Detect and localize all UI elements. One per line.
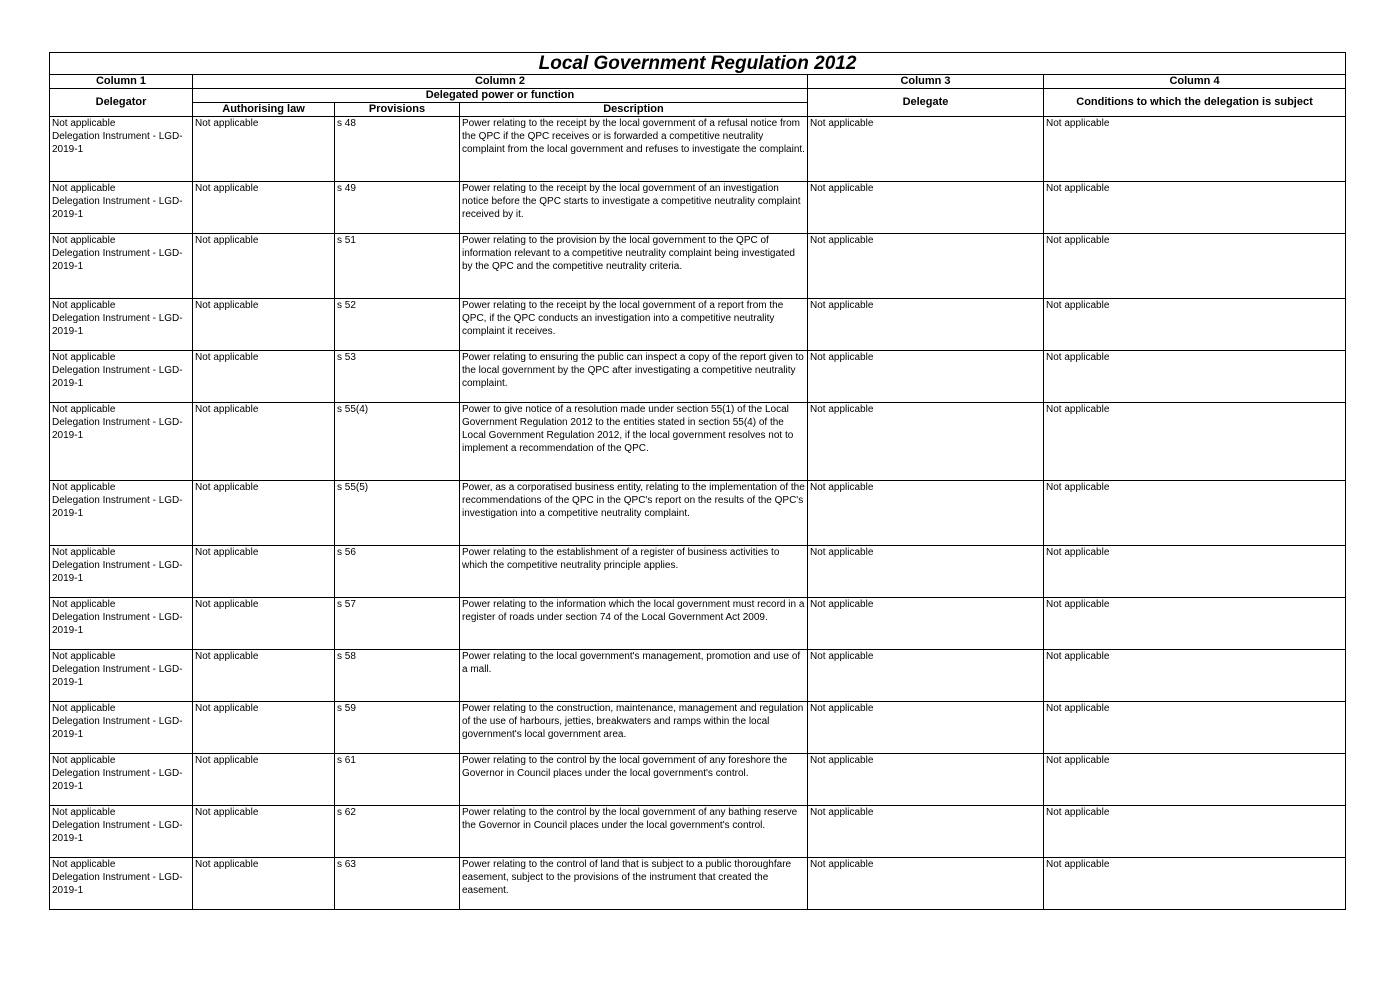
delegator-cell: Not applicable Delegation Instrument - LGD- 2019-1 [50, 598, 193, 650]
conditions-cell: Not applicable [1044, 481, 1346, 546]
provision-cell: s 49 [335, 182, 460, 234]
delegated-power-header: Delegated power or function [193, 89, 808, 103]
conditions-cell: Not applicable [1044, 806, 1346, 858]
delegate-header: Delegate [808, 89, 1044, 117]
column-4-header: Column 4 [1044, 75, 1346, 89]
authorising-law-header: Authorising law [193, 103, 335, 117]
delegator-cell: Not applicable Delegation Instrument - LGD- 2019-1 [50, 546, 193, 598]
authorising-law-cell: Not applicable [193, 234, 335, 299]
description-cell: Power relating to the control of land that is subject to a public thoroughfare easement, subject to the provisions of the instrument that created the easement. [460, 858, 808, 910]
delegator-cell: Not applicable Delegation Instrument - LGD- 2019-1 [50, 351, 193, 403]
table-row [50, 650, 1346, 702]
delegator-cell: Not applicable Delegation Instrument - LGD- 2019-1 [50, 754, 193, 806]
delegate-cell: Not applicable [808, 858, 1044, 910]
table-row [50, 403, 1346, 481]
authorising-law-cell: Not applicable [193, 598, 335, 650]
delegate-cell: Not applicable [808, 598, 1044, 650]
delegator-cell: Not applicable Delegation Instrument - LGD- 2019-1 [50, 481, 193, 546]
delegate-cell: Not applicable [808, 403, 1044, 481]
delegator-cell: Not applicable Delegation Instrument - LGD- 2019-1 [50, 806, 193, 858]
delegator-cell: Not applicable Delegation Instrument - LGD- 2019-1 [50, 182, 193, 234]
authorising-law-cell: Not applicable [193, 351, 335, 403]
delegator-cell: Not applicable Delegation Instrument - LGD- 2019-1 [50, 858, 193, 910]
authorising-law-cell: Not applicable [193, 182, 335, 234]
provision-cell: s 63 [335, 858, 460, 910]
authorising-law-cell: Not applicable [193, 117, 335, 182]
provision-cell: s 55(5) [335, 481, 460, 546]
delegate-cell: Not applicable [808, 351, 1044, 403]
conditions-header: Conditions to which the delegation is subject [1044, 89, 1346, 117]
conditions-cell: Not applicable [1044, 117, 1346, 182]
delegator-cell: Not applicable Delegation Instrument - LGD- 2019-1 [50, 117, 193, 182]
authorising-law-cell: Not applicable [193, 481, 335, 546]
description-cell: Power relating to the receipt by the local government of a report from the QPC, if the QPC conducts an investigation into a competitive neutrality complaint it receives. [460, 299, 808, 351]
provision-cell: s 55(4) [335, 403, 460, 481]
conditions-cell: Not applicable [1044, 299, 1346, 351]
table-row [50, 858, 1346, 910]
conditions-cell: Not applicable [1044, 650, 1346, 702]
table-row [50, 182, 1346, 234]
description-cell: Power relating to the control by the local government of any bathing reserve the Governor in Council places under the local government's control. [460, 806, 808, 858]
authorising-law-cell: Not applicable [193, 546, 335, 598]
description-cell: Power relating to the control by the local government of any foreshore the Governor in Council places under the local government's control. [460, 754, 808, 806]
table-row [50, 234, 1346, 299]
conditions-cell: Not applicable [1044, 546, 1346, 598]
page-title: Local Government Regulation 2012 [50, 53, 1346, 75]
conditions-cell: Not applicable [1044, 351, 1346, 403]
delegator-header: Delegator [50, 89, 193, 117]
conditions-cell: Not applicable [1044, 403, 1346, 481]
conditions-cell: Not applicable [1044, 182, 1346, 234]
authorising-law-cell: Not applicable [193, 754, 335, 806]
column-2-header: Column 2 [193, 75, 808, 89]
table-body [50, 117, 1346, 910]
table-row [50, 299, 1346, 351]
description-header: Description [460, 103, 808, 117]
description-cell: Power relating to the construction, maintenance, management and regulation of the use of harbours, jetties, breakwaters and ramps within the local government's local government area. [460, 702, 808, 754]
column-1-header: Column 1 [50, 75, 193, 89]
delegator-cell: Not applicable Delegation Instrument - LGD- 2019-1 [50, 234, 193, 299]
description-cell: Power relating to the receipt by the local government of a refusal notice from the QPC if the QPC receives or is forwarded a competitive neutrality complaint from the local government and refuses to investigate the complaint. [460, 117, 808, 182]
delegate-cell: Not applicable [808, 806, 1044, 858]
delegate-cell: Not applicable [808, 234, 1044, 299]
delegate-cell: Not applicable [808, 702, 1044, 754]
column-3-header: Column 3 [808, 75, 1044, 89]
conditions-cell: Not applicable [1044, 702, 1346, 754]
conditions-cell: Not applicable [1044, 754, 1346, 806]
table-row [50, 702, 1346, 754]
provision-cell: s 51 [335, 234, 460, 299]
table-row [50, 546, 1346, 598]
authorising-law-cell: Not applicable [193, 403, 335, 481]
provision-cell: s 57 [335, 598, 460, 650]
delegator-cell: Not applicable Delegation Instrument - LGD- 2019-1 [50, 403, 193, 481]
table-row [50, 754, 1346, 806]
provision-cell: s 58 [335, 650, 460, 702]
provision-cell: s 53 [335, 351, 460, 403]
delegate-cell: Not applicable [808, 117, 1044, 182]
table-row [50, 598, 1346, 650]
provision-cell: s 56 [335, 546, 460, 598]
conditions-cell: Not applicable [1044, 858, 1346, 910]
delegator-cell: Not applicable Delegation Instrument - LGD- 2019-1 [50, 702, 193, 754]
description-cell: Power relating to ensuring the public can inspect a copy of the report given to the local government by the QPC after investigating a competitive neutrality complaint. [460, 351, 808, 403]
conditions-cell: Not applicable [1044, 598, 1346, 650]
authorising-law-cell: Not applicable [193, 858, 335, 910]
description-cell: Power relating to the information which the local government must record in a register of roads under section 74 of the Local Government Act 2009. [460, 598, 808, 650]
provision-cell: s 48 [335, 117, 460, 182]
delegator-cell: Not applicable Delegation Instrument - LGD- 2019-1 [50, 650, 193, 702]
delegate-cell: Not applicable [808, 481, 1044, 546]
authorising-law-cell: Not applicable [193, 650, 335, 702]
description-cell: Power relating to the receipt by the local government of an investigation notice before the QPC starts to investigate a competitive neutrality complaint received by it. [460, 182, 808, 234]
delegate-cell: Not applicable [808, 546, 1044, 598]
table-row [50, 351, 1346, 403]
delegate-cell: Not applicable [808, 182, 1044, 234]
table-row [50, 117, 1346, 182]
description-cell: Power relating to the provision by the local government to the QPC of information relevant to a competitive neutrality complaint being investigated by the QPC and the competitive neutrality criteria. [460, 234, 808, 299]
delegate-cell: Not applicable [808, 754, 1044, 806]
description-cell: Power relating to the local government's management, promotion and use of a mall. [460, 650, 808, 702]
provision-cell: s 52 [335, 299, 460, 351]
delegate-cell: Not applicable [808, 650, 1044, 702]
provision-cell: s 62 [335, 806, 460, 858]
description-cell: Power relating to the establishment of a register of business activities to which the competitive neutrality principle applies. [460, 546, 808, 598]
table-row [50, 481, 1346, 546]
provisions-header: Provisions [335, 103, 460, 117]
table-row [50, 806, 1346, 858]
authorising-law-cell: Not applicable [193, 299, 335, 351]
provision-cell: s 59 [335, 702, 460, 754]
authorising-law-cell: Not applicable [193, 702, 335, 754]
description-cell: Power, as a corporatised business entity, relating to the implementation of the recommendations of the QPC in the QPC's report on the results of the QPC's investigation into a competitive neutrality complaint. [460, 481, 808, 546]
delegate-cell: Not applicable [808, 299, 1044, 351]
conditions-cell: Not applicable [1044, 234, 1346, 299]
delegation-table [49, 52, 1346, 910]
authorising-law-cell: Not applicable [193, 806, 335, 858]
provision-cell: s 61 [335, 754, 460, 806]
description-cell: Power to give notice of a resolution made under section 55(1) of the Local Government Regulation 2012 to the entities stated in section 55(4) of the Local Government Regulation 2012, if the local government resolves not to implement a recommendation of the QPC. [460, 403, 808, 481]
delegator-cell: Not applicable Delegation Instrument - LGD- 2019-1 [50, 299, 193, 351]
